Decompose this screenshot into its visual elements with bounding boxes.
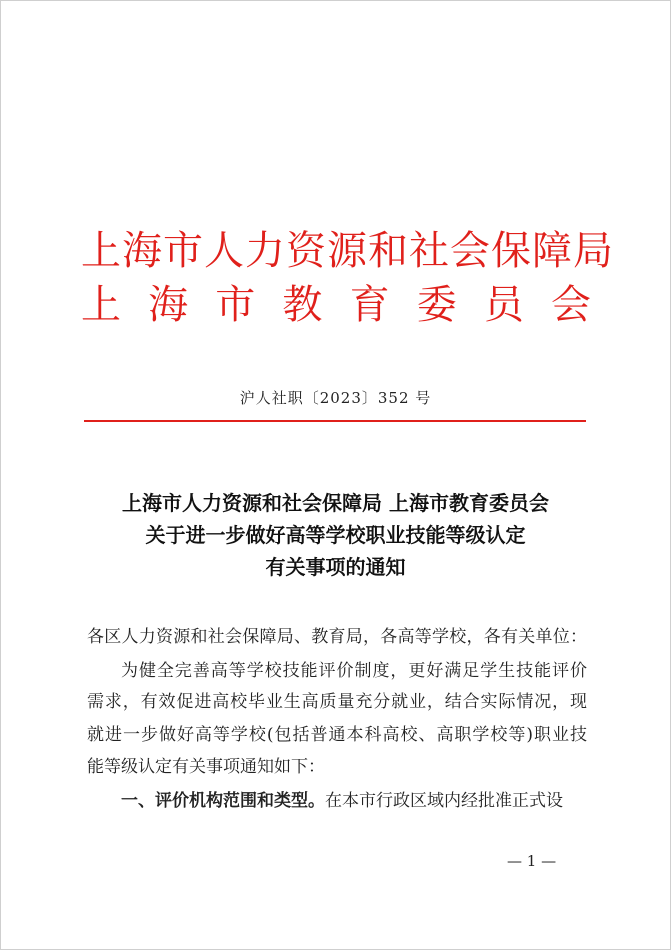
issuer-char: 海 <box>148 282 189 328</box>
section-1-text: 在本市行政区域内经批准正式设 <box>325 791 563 811</box>
issuer-char: 教 <box>282 282 323 328</box>
document-number: 沪人社职〔2023〕352 号 <box>239 389 432 407</box>
red-divider-line <box>84 420 586 422</box>
issuer-char: 上 <box>81 282 121 328</box>
issuer-char: 市 <box>215 282 256 328</box>
issuer-char: 委 <box>416 282 457 328</box>
issuer-char: 员 <box>483 282 524 328</box>
notice-title-line-2: 关于进一步做好高等学校职业技能等级认定 <box>145 523 526 547</box>
notice-title-line-1: 上海市人力资源和社会保障局 上海市教育委员会 <box>122 491 549 515</box>
issuer-name-hrss: 上海市人力资源和社会保障局 <box>81 228 614 274</box>
issuer-name-education <box>81 281 591 329</box>
issuer-char: 育 <box>349 282 390 328</box>
addressee-line: 各区人力资源和社会保障局、教育局，各高等学校，各有关单位： <box>87 627 587 647</box>
issuer-char: 会 <box>550 282 591 328</box>
body-paragraph-line: 能等级认定有关事项通知如下： <box>87 757 325 777</box>
notice-title-line-3: 有关事项的通知 <box>265 555 406 579</box>
page-number: — 1 — <box>507 852 557 870</box>
section-1-heading: 一、评价机构范围和类型。 <box>121 791 325 811</box>
body-paragraph-line: 需求，有效促进高校毕业生高质量充分就业，结合实际情况，现 <box>87 692 587 712</box>
body-paragraph-line: 为健全完善高等学校技能评价制度，更好满足学生技能评价 <box>121 661 587 681</box>
body-paragraph-line: 就进一步做好高等学校(包括普通本科高校、高职学校等)职业技 <box>87 725 587 745</box>
section-1-line <box>121 789 587 813</box>
